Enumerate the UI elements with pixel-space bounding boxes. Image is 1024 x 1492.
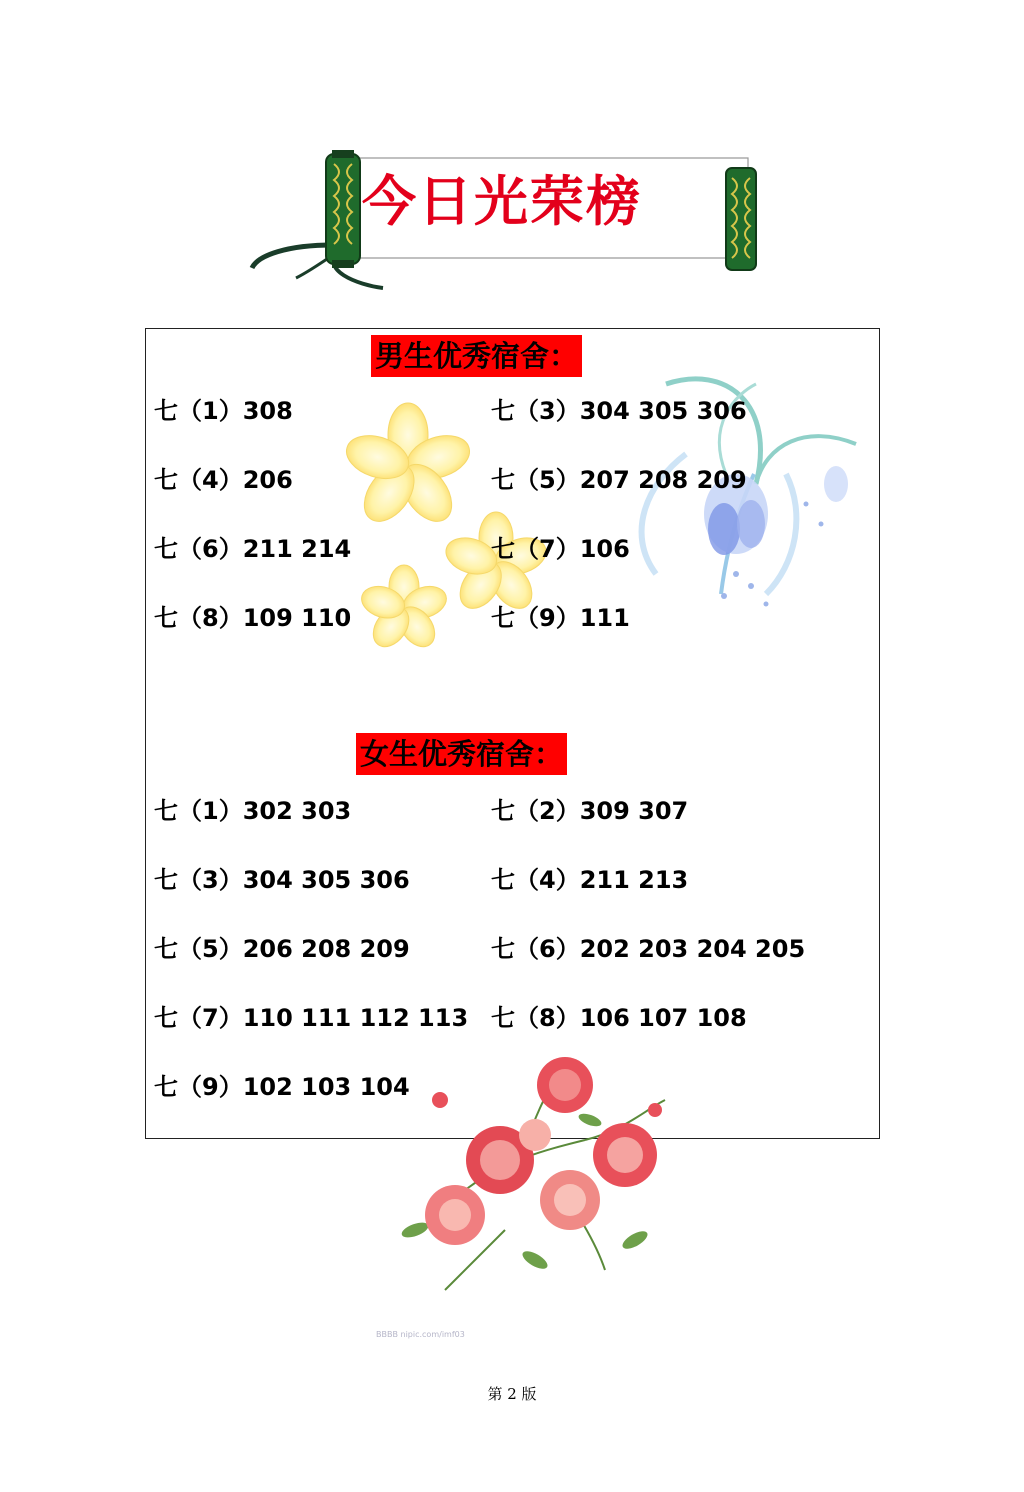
girls-right-3: 七（6）202 203 204 205 [491, 935, 806, 963]
girls-left-2: 七（3）304 305 306 [154, 866, 410, 894]
page-title: 今日光荣榜 [362, 170, 642, 233]
girls-left-5: 七（9）102 103 104 [154, 1073, 410, 1101]
boys-left-4: 七（8）109 110 [154, 604, 352, 632]
boys-right-1: 七（3）304 305 306 [491, 397, 747, 425]
watermark-text: BBBB nipic.com/imf03 [376, 1330, 465, 1339]
girls-right-1: 七（2）309 307 [491, 797, 689, 825]
boys-left-2: 七（4）206 [154, 466, 293, 494]
boys-right-2: 七（5）207 208 209 [491, 466, 747, 494]
honor-roll-box [145, 328, 880, 1139]
boys-left-1: 七（1）308 [154, 397, 293, 425]
girls-right-2: 七（4）211 213 [491, 866, 689, 894]
girls-left-4: 七（7）110 111 112 113 [154, 1004, 469, 1032]
girls-right-4: 七（8）106 107 108 [491, 1004, 747, 1032]
page-number: 第 2 版 [487, 1385, 537, 1403]
boys-heading: 男生优秀宿舍： [371, 335, 582, 377]
girls-left-3: 七（5）206 208 209 [154, 935, 410, 963]
boys-left-3: 七（6）211 214 [154, 535, 352, 563]
boys-right-3: 七（7）106 [491, 535, 630, 563]
girls-heading: 女生优秀宿舍： [356, 733, 567, 775]
girls-left-1: 七（1）302 303 [154, 797, 352, 825]
boys-right-4: 七（9）111 [491, 604, 630, 632]
rose-bouquet-icon [385, 1040, 695, 1300]
